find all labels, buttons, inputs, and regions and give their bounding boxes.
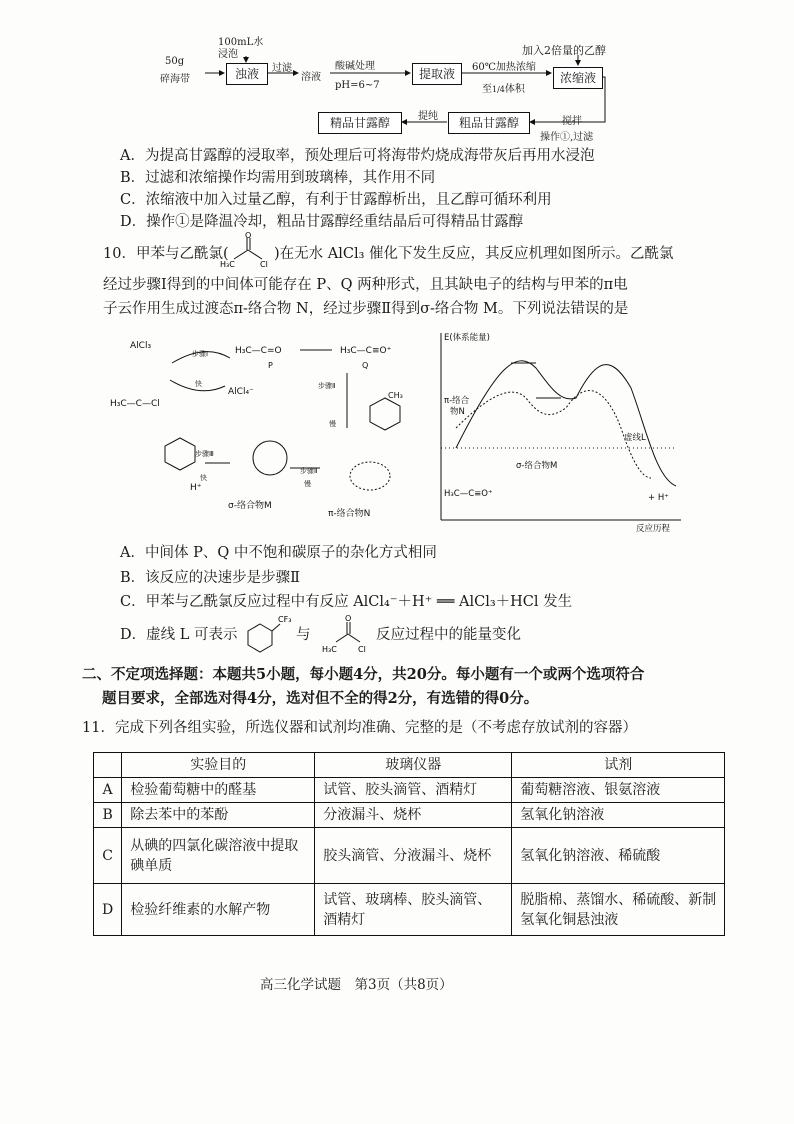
mech-alcl3: AlCl₃	[130, 341, 152, 351]
q9-option-b: B．过滤和浓缩操作均需用到玻璃棒，其作用不同	[120, 170, 436, 186]
table-header-purpose: 实验目的	[122, 753, 315, 778]
q10-option-a: A．中间体 P、Q 中不饱和碳原子的杂化方式相同	[120, 545, 437, 561]
row-purpose: 检验纤维素的水解产物	[122, 884, 315, 936]
q10-option-c: C．甲苯与乙酰氯反应过程中有反应 AlCl₄⁻＋H⁺ ══ AlCl₃＋HCl 发生	[120, 594, 573, 610]
flow-heat-unit: 体积	[504, 84, 525, 95]
table-row	[94, 884, 725, 936]
section2-line1: 二、不定项选择题：本题共5小题，每小题4分，共20分。每小题有一个或两个选项符合	[82, 666, 645, 683]
flow-start-mass: 50g	[165, 56, 185, 67]
flow-start-label: 碎海带	[160, 74, 190, 85]
energy-ylabel: E(体系能量)	[444, 333, 491, 343]
q9-option-c: C．浓缩液中加入过量乙醇，有利于甘露醇析出，且乙醇可循环利用	[120, 192, 552, 208]
energy-pi-label: π-络合	[444, 396, 470, 406]
svg-text:O: O	[345, 614, 352, 623]
svg-text:O: O	[245, 232, 252, 240]
flow-purify: 提纯	[418, 111, 438, 122]
section2-line2: 题目要求，全部选对得4分，选对但不全的得2分，有选错的得0分。	[102, 690, 539, 707]
q10-option-d-tail: 反应过程中的能量变化	[376, 627, 521, 643]
table-header-blank	[94, 753, 122, 778]
mech-step2: 步骤Ⅱ	[318, 382, 336, 390]
flow-filter: 过滤	[272, 63, 292, 74]
row-purpose: 检验葡萄糖中的醛基	[122, 778, 315, 803]
svg-text:Cl: Cl	[358, 645, 366, 654]
row-purpose: 从碘的四氯化碳溶液中提取碘单质	[122, 828, 315, 884]
mech-step2-b: 步骤Ⅱ	[300, 467, 318, 475]
table-header-glassware: 玻璃仪器	[315, 753, 512, 778]
mech-hplus: H⁺	[190, 483, 202, 493]
mech-fast3: 快	[200, 474, 207, 482]
row-reagent: 氢氧化钠溶液、稀硫酸	[512, 828, 725, 884]
table-row	[94, 828, 725, 884]
mech-q-label: Q	[362, 361, 369, 370]
flow-acid-base: 酸碱处理	[335, 61, 375, 72]
svg-text:Cl: Cl	[260, 260, 268, 269]
energy-dashed-label: 虚线L	[624, 433, 646, 443]
svg-text:H₃C: H₃C	[220, 260, 235, 269]
flow-heat-fraction: 1/4	[492, 85, 505, 94]
row-purpose: 除去苯中的苯酚	[122, 803, 315, 828]
energy-hplus: + H⁺	[648, 493, 669, 503]
row-key: C	[94, 828, 122, 884]
q9-option-a: A．为提高甘露醇的浸取率，预处理后可将海带灼烧成海带灰后再用水浸泡	[120, 148, 595, 164]
acetyl-chloride-structure	[218, 232, 278, 272]
q9-option-d: D．操作①是降温冷却，粗品甘露醇经重结晶后可得精品甘露醇	[120, 214, 524, 230]
energy-reactant: H₃C—C≡O⁺	[444, 489, 493, 499]
q10-stem-end: )在无水 AlCl₃ 催化下发生反应，其反应机理如图所示。乙酰氯	[274, 246, 674, 262]
mech-pi-label: π-络合物N	[328, 509, 371, 519]
mech-acyl-chloride: H₃C—C—Cl	[110, 399, 160, 409]
mech-step1: 步骤Ⅰ	[192, 350, 209, 358]
flow-water: 100mL水	[218, 37, 264, 48]
table-header-row	[94, 753, 725, 778]
flow-ph: pH=6~7	[335, 80, 380, 91]
energy-sigma-label: σ-络合物M	[516, 461, 558, 471]
row-reagent: 脱脂棉、蒸馏水、稀硫酸、新制氢氧化铜悬浊液	[512, 884, 725, 936]
mech-step3: 步骤Ⅲ	[195, 450, 214, 458]
mech-slow: 慢	[329, 420, 336, 428]
flow-box-turbid: 浊液	[226, 63, 268, 85]
energy-xlabel: 反应历程	[636, 524, 671, 534]
flow-heat: 60℃加热浓缩	[472, 62, 536, 73]
svg-text:H₃C: H₃C	[322, 645, 337, 654]
row-key: B	[94, 803, 122, 828]
row-glassware: 试管、玻璃棒、胶头滴管、酒精灯	[315, 884, 512, 936]
row-glassware: 分液漏斗、烧杯	[315, 803, 512, 828]
flow-arrows	[0, 0, 794, 150]
row-key: D	[94, 884, 122, 936]
mech-alcl4: AlCl₄⁻	[228, 387, 254, 397]
mech-q-formula: H₃C—C≡O⁺	[340, 346, 392, 356]
acetyl-chloride-structure-d	[322, 612, 378, 656]
row-glassware: 胶头滴管、分液漏斗、烧杯	[315, 828, 512, 884]
flow-soak: 浸泡	[218, 49, 238, 60]
mech-sigma-label: σ-络合物M	[228, 501, 272, 511]
mech-ch3-toluene: CH₃	[388, 391, 403, 400]
table-row	[94, 803, 725, 828]
experiment-table	[93, 752, 725, 936]
flow-stir: 搅拌	[562, 116, 582, 127]
q10-stem-line2: 经过步骤Ⅰ得到的中间体可能存在 P、Q 两种形式，且其缺电子的结构与甲苯的π电	[103, 277, 628, 293]
flow-box-extract: 提取液	[412, 63, 462, 85]
page-footer: 高三化学试题 第3页（共8页）	[260, 977, 453, 993]
svg-text:CF₃: CF₃	[278, 615, 292, 624]
flow-heat-to-text: 至	[482, 84, 492, 95]
flow-box-fine: 精品甘露醇	[318, 112, 402, 134]
table-row	[94, 778, 725, 803]
energy-diagram	[436, 328, 686, 534]
mech-slow-b: 慢	[304, 480, 311, 488]
row-key: A	[94, 778, 122, 803]
row-reagent: 氢氧化钠溶液	[512, 803, 725, 828]
flow-box-concentrate: 浓缩液	[553, 67, 603, 89]
mechanism-diagram	[100, 328, 435, 528]
q10-option-d-and: 与	[296, 627, 311, 643]
q11-stem: 11．完成下列各组实验，所选仪器和试剂均准确、完整的是（不考虑存放试剂的容器）	[82, 720, 637, 736]
row-reagent: 葡萄糖溶液、银氨溶液	[512, 778, 725, 803]
flow-solution: 溶液	[301, 72, 321, 83]
cf3-benzene-structure	[240, 612, 296, 656]
mech-fast: 快	[195, 380, 202, 388]
mech-p-label: P	[268, 361, 273, 370]
mech-p-formula: H₃C—C=O	[235, 346, 282, 356]
q10-option-b: B．该反应的决速步是步骤Ⅱ	[120, 570, 301, 586]
q10-option-d: D．虚线 L 可表示	[120, 627, 238, 643]
flow-box-crude: 粗品甘露醇	[448, 112, 530, 134]
energy-pi-label2: 物N	[450, 407, 465, 417]
q10-stem-line3: 子云作用生成过渡态π-络合物 N，经过步骤Ⅱ得到σ-络合物 M。下列说法错误的是	[103, 301, 629, 317]
flow-op1: 操作①,过滤	[540, 132, 594, 143]
table-header-reagent: 试剂	[512, 753, 725, 778]
flow-ethanol: 加入2倍量的乙醇	[522, 44, 606, 57]
row-glassware: 试管、胶头滴管、酒精灯	[315, 778, 512, 803]
q10-stem-start: 10．甲苯与乙酰氯(	[103, 246, 229, 262]
